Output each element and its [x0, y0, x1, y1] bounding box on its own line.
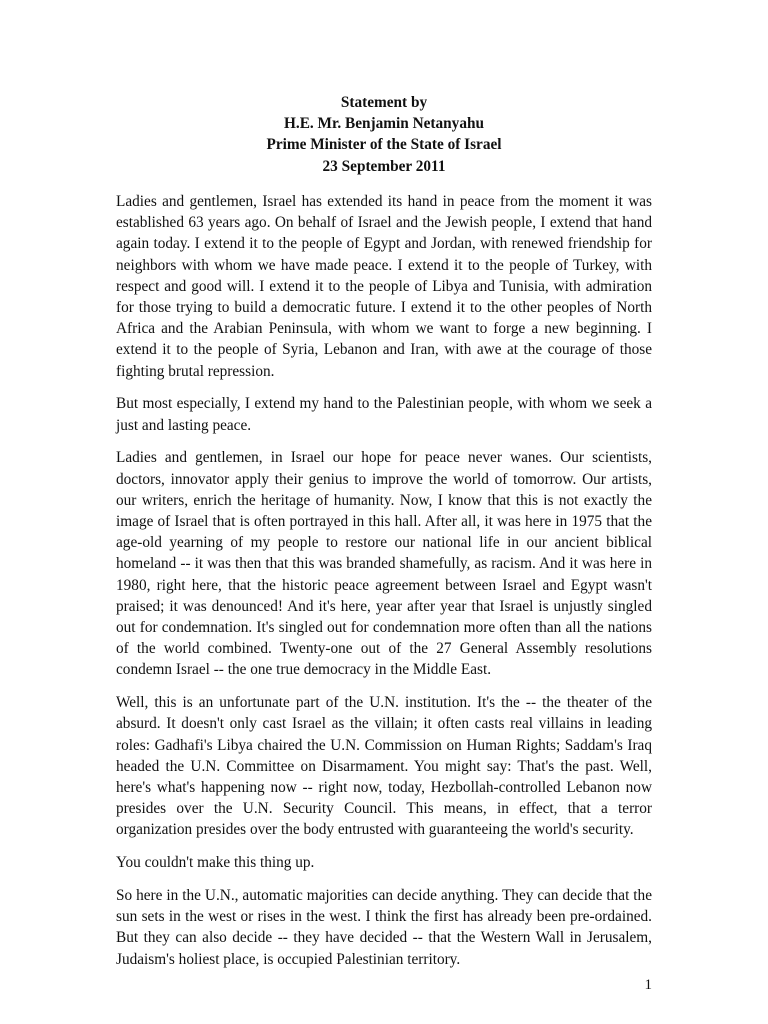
paragraph-2: But most especially, I extend my hand to the Palestinian people, with whom we seek a just and lasting peace.	[116, 395, 652, 434]
heading-line-statement-by: Statement by	[340, 94, 428, 111]
statement-heading	[0, 92, 768, 177]
heading-line-title: Prime Minister of the State of Israel	[266, 136, 502, 154]
heading-line-date: 23 September 2011	[322, 157, 446, 175]
paragraph-5: You couldn't make this thing up.	[116, 854, 315, 872]
paragraph-3: Ladies and gentlemen, in Israel our hope for peace never wanes. Our scientists, doctors, innovator apply their genius to improve the world of tomorrow. Our artists, our writers, enrich the heritage of humanity. Now, I know that this is not exactly the image of Israel that is often portrayed in this hall. After all, it was here in 1975 that the age-old yearning of my people to restore our national life in our ancient biblical homeland -- it was then that this was branded shamefully, as racism. And it was here in 1980, right here, that the historic peace agreement between Israel and Egypt wasn't praised; it was denounced! And it's here, year after year that Israel is unjustly singled out for condemnation. It's singled out for condemnation more often than all the nations of the world combined. Twenty-one out of the 27 General Assembly resolutions condemn Israel -- the one true democracy in the Middle East.	[116, 449, 652, 679]
statement-body	[116, 191, 652, 981]
heading-line-speaker: H.E. Mr. Benjamin Netanyahu	[283, 115, 484, 133]
paragraph-1: Ladies and gentlemen, Israel has extended its hand in peace from the moment it was established 63 years ago. On behalf of Israel and the Jewish people, I extend that hand again today. I extend it to the people of Egypt and Jordan, with renewed friendship for neighbors with whom we have made peace. I extend it to the people of Turkey, with respect and good will. I extend it to the people of Libya and Tunisia, with admiration for those trying to build a democratic future. I extend it to the other peoples of North Africa and the Arabian Peninsula, with whom we want to forge a new beginning. I extend it to the people of Syria, Lebanon and Iran, with awe at the courage of those fighting brutal repression.	[116, 193, 652, 380]
paragraph-6: So here in the U.N., automatic majorities can decide anything. They can decide that the sun sets in the west or rises in the west. I think the first has already been pre-ordained. But they can also decide -- they have decided -- that the Western Wall in Jerusalem, Judaism's holiest place, is occupied Palestinian territory.	[116, 887, 652, 968]
page-number: 1	[644, 977, 652, 993]
paragraph-4: Well, this is an unfortunate part of the U.N. institution. It's the -- the theater of the absurd. It doesn't only cast Israel as the villain; it often casts real villains in leading roles: Gadhafi's Libya chaired the U.N. Commission on Human Rights; Saddam's Iraq headed the U.N. Committee on Disarmament. You might say: That's the past. Well, here's what's happening now -- right now, today, Hezbollah-controlled Lebanon now presides over the U.N. Security Council. This means, in effect, that a terror organization presides over the body entrusted with guaranteeing the world's security.	[116, 694, 652, 839]
